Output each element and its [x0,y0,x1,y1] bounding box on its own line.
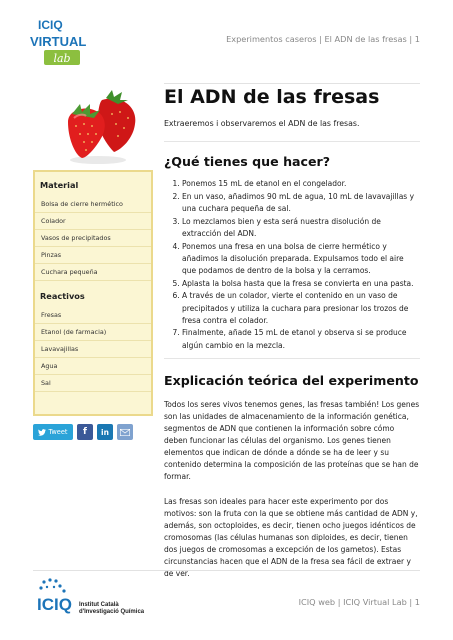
twitter-bird-icon [38,429,46,436]
reactive-item: Agua [35,358,151,375]
explanation-paragraph-2: Las fresas son ideales para hacer este experimento por dos motivos: son la fruta con la que se obtiene más cantidad de ADN y, además, son octoploides, es decir, tienen ocho juegos idénticos de cromosomas (las células humanas son diploides, es decir, tienen dos juegos de cromosomas a excepción de los gametos). Estas circunstancias hacen que el ADN de la fresa sea fácil de extraer y de ver. [164,496,418,579]
material-item: Bolsa de cierre hermético [35,196,151,213]
step-item: 6. A través de un colador, vierte el contenido en un vaso de precipitados y utiliza la cuchara para presionar los trozos de fresa contra el colador. [182,290,420,327]
materials-sidebar [33,170,153,416]
footer-logo-iciq: ICIQ [37,595,72,614]
material-heading: Material [40,180,79,190]
steps-list [164,178,420,352]
step-item: 4. Ponemos una fresa en una bolsa de cierre hermético y añadimos la disolución preparada. Expulsamos todo el aire que podamos de dentro de la bolsa y la cerramos. [182,241,420,278]
steps-heading: ¿Qué tienes que hacer? [164,154,331,169]
step-item: 1. Ponemos 15 mL de etanol en el congelador. [182,178,420,190]
explanation-heading: Explicación teórica del experimento [164,372,419,388]
footer-links[interactable]: ICIQ web | ICIQ Virtual Lab | 1 [298,597,420,607]
footer-logo-line1: Institut Català [79,602,119,608]
divider [164,141,420,142]
main-content [164,86,420,580]
material-item: Vasos de precipitados [35,230,151,247]
footer-divider [33,570,420,571]
page-title: El ADN de las fresas [164,86,380,108]
reactive-item: Lavavajillas [35,341,151,358]
linkedin-icon: in [101,427,109,437]
material-item: Pinzas [35,247,151,264]
logo-lab-text: lab [53,52,71,65]
footer-logo-line2: d'Investigació Química [79,609,144,615]
material-item: Colador [35,213,151,230]
facebook-share-button[interactable] [77,424,93,440]
tweet-button[interactable] [33,424,73,440]
header-breadcrumb: Experimentos caseros | El ADN de las fresas | 1 [226,34,420,44]
tweet-label: Tweet [48,428,68,436]
step-item: 3. Lo mezclamos bien y esta será nuestra disolución de extracción del ADN. [182,216,420,240]
share-buttons [33,424,133,440]
header-divider [164,83,420,84]
reactive-item: Fresas [35,307,151,324]
iciq-virtual-lab-logo [30,14,94,68]
reactive-item: Etanol (de farmacia) [35,324,151,341]
linkedin-share-button[interactable] [97,424,113,440]
step-item: 5. Aplasta la bolsa hasta que la fresa se convierta en una pasta. [182,278,420,290]
intro-text: Extraeremos i observaremos el ADN de las fresas. [164,119,360,128]
strawberry-image [58,84,142,166]
explanation-paragraph-1: Todos los seres vivos tenemos genes, las fresas también! Los genes son las unidades de almacenamiento de la información genética, segmentos de ADN que contienen la información sobre cómo deben funcionar las células del organismo. Los genes tienen elementos que indican de dónde a dónde se ha de leer y su contenido determina la composición de las proteínas que se han de formar. [164,399,420,482]
step-item: 7. Finalmente, añade 15 mL de etanol y observa si se produce algún cambio en la mezcla. [182,327,420,351]
divider [164,358,420,359]
logo-virtual-text: VIRTUAL [30,34,87,49]
logo-iciq-text: ICIQ [38,18,63,32]
reactives-heading: Reactivos [40,291,85,301]
material-item: Cuchara pequeña [35,264,151,281]
email-share-button[interactable] [117,424,133,440]
step-item: 2. En un vaso, añadimos 90 mL de agua, 10 mL de lavavajillas y una cuchara pequeña de sal. [182,191,420,215]
mail-icon [120,429,130,436]
reactive-item: Sal [35,375,151,392]
facebook-icon: f [83,427,87,437]
iciq-footer-logo [36,578,144,618]
